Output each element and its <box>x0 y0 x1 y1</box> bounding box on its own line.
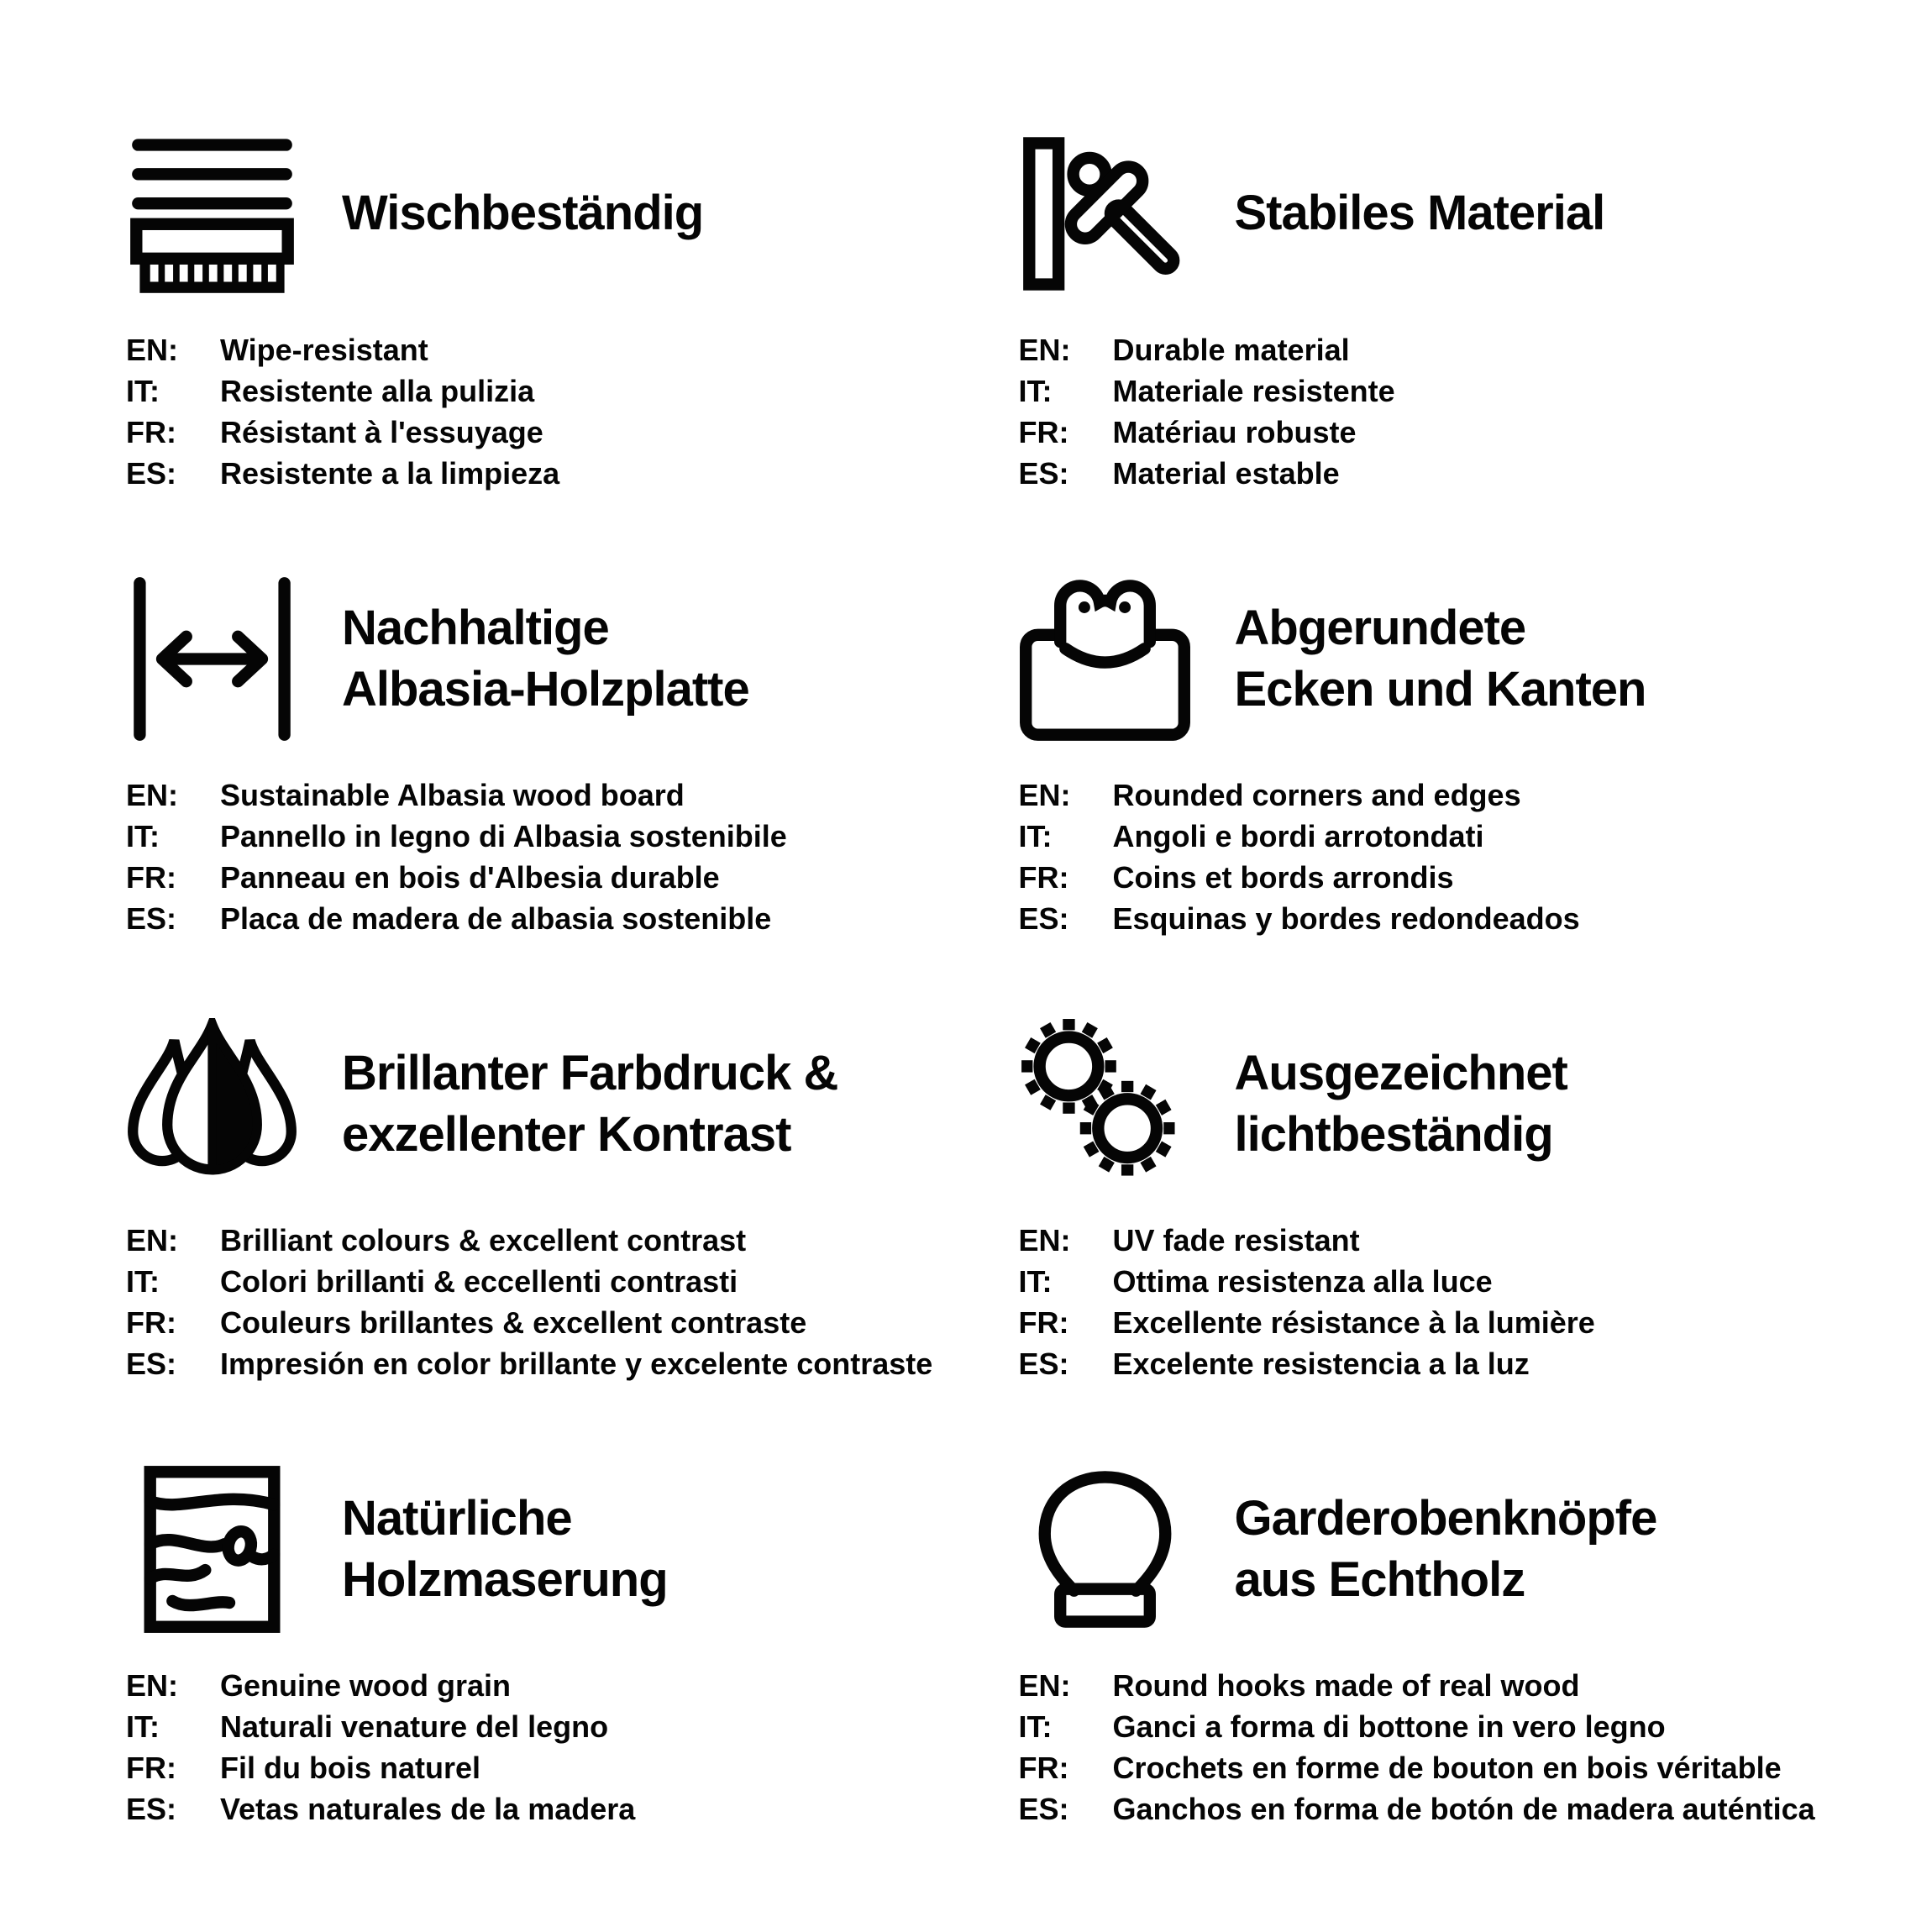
lang-text: Ganchos en forma de botón de madera auténtica <box>1112 1792 1815 1826</box>
lang-text: Résistant à l'essuyage <box>220 415 543 449</box>
lang-row <box>126 1302 964 1343</box>
lang-text: Excellente résistance à la lumière <box>1112 1305 1595 1340</box>
lang-label: EN: <box>1018 1668 1071 1703</box>
lang-label: FR: <box>1018 1305 1069 1340</box>
lang-row <box>1019 857 1857 898</box>
lang-text: Vetas naturales de la madera <box>220 1792 636 1826</box>
lang-text: Matériau robuste <box>1112 415 1357 449</box>
width-arrow-icon <box>126 573 298 745</box>
lang-label: FR: <box>126 415 176 449</box>
lang-row <box>126 370 964 412</box>
translation-list <box>126 329 964 494</box>
lang-text: Esquinas y bordes redondeados <box>1112 901 1580 936</box>
lang-row <box>1019 774 1857 816</box>
translation-list <box>1019 774 1857 939</box>
feature-light-resistant <box>1019 1016 1857 1462</box>
lang-row <box>126 412 964 453</box>
lang-text: Angoli e bordi arrotondati <box>1112 819 1484 853</box>
feature-wipe-resistant <box>126 126 964 571</box>
lang-row <box>1019 1261 1857 1302</box>
lang-text: Durable material <box>1112 333 1350 367</box>
lang-text: Ottima resistenza alla luce <box>1112 1264 1493 1299</box>
lang-label: IT: <box>1018 819 1053 853</box>
feature-sustainable-wood-board <box>126 571 964 1016</box>
lang-label: FR: <box>126 1751 176 1785</box>
lang-row <box>1019 1302 1857 1343</box>
lang-text: Genuine wood grain <box>220 1668 512 1703</box>
lang-label: ES: <box>126 456 177 491</box>
lang-row <box>1019 1706 1857 1747</box>
lang-row <box>126 329 964 370</box>
lang-label: ES: <box>1018 456 1069 491</box>
feature-title: Abgerundete Ecken und Kanten <box>1234 600 1646 717</box>
lang-text: Material estable <box>1112 456 1340 491</box>
lang-row <box>1019 453 1857 494</box>
feature-rounded-corners <box>1019 571 1857 1016</box>
lang-label: IT: <box>126 374 160 408</box>
lang-label: FR: <box>1018 1751 1069 1785</box>
lang-label: ES: <box>1018 1347 1069 1381</box>
translation-list <box>126 1665 964 1830</box>
lang-row <box>1019 816 1857 857</box>
color-drops-icon <box>126 1018 298 1190</box>
feature-title: Natürliche Holzmaserung <box>342 1490 668 1607</box>
lang-row <box>126 857 964 898</box>
lang-text: Wipe-resistant <box>220 333 428 367</box>
translation-list <box>126 1220 964 1384</box>
feature-title: Wischbeständig <box>342 186 704 241</box>
lang-label: FR: <box>1018 415 1069 449</box>
lang-text: Rounded corners and edges <box>1112 778 1521 812</box>
lang-text: Colori brillanti & eccellenti contrasti <box>220 1264 738 1299</box>
feature-title: Brillanter Farbdruck & exzellenter Kontrast <box>342 1045 838 1162</box>
lang-row <box>1019 1665 1857 1706</box>
lang-label: EN: <box>1018 333 1071 367</box>
feature-brilliant-print <box>126 1016 964 1462</box>
lang-row <box>126 1788 964 1830</box>
lang-row <box>1019 1220 1857 1261</box>
lang-label: IT: <box>126 819 160 853</box>
lang-label: ES: <box>126 1347 177 1381</box>
wipe-brush-icon <box>126 128 298 300</box>
lang-label: IT: <box>1018 374 1053 408</box>
feature-title: Nachhaltige Albasia-Holzplatte <box>342 600 749 717</box>
sun-gears-icon <box>1019 1018 1191 1190</box>
lang-text: Impresión en color brillante y excelente contraste <box>220 1347 933 1381</box>
lang-row <box>126 1343 964 1384</box>
feature-natural-wood-grain <box>126 1462 964 1907</box>
lang-label: IT: <box>126 1264 160 1299</box>
lang-row <box>1019 370 1857 412</box>
lang-text: Coins et bords arrondis <box>1112 860 1454 895</box>
lang-label: EN: <box>126 333 178 367</box>
lang-label: ES: <box>126 1792 177 1826</box>
lang-row <box>1019 412 1857 453</box>
lang-row <box>126 1747 964 1788</box>
translation-list <box>1019 1220 1857 1384</box>
lang-text: Materiale resistente <box>1112 374 1395 408</box>
lang-label: EN: <box>126 1668 178 1703</box>
lang-label: FR: <box>126 860 176 895</box>
lang-label: IT: <box>1018 1264 1053 1299</box>
translation-list <box>1019 1665 1857 1830</box>
lang-text: Pannello in legno di Albasia sostenibile <box>220 819 787 853</box>
lang-text: UV fade resistant <box>1112 1223 1360 1257</box>
lang-label: EN: <box>126 778 178 812</box>
lang-row <box>126 1220 964 1261</box>
lang-label: IT: <box>1018 1709 1053 1744</box>
lang-label: IT: <box>126 1709 160 1744</box>
lang-label: FR: <box>126 1305 176 1340</box>
lang-text: Panneau en bois d'Albesia durable <box>220 860 720 895</box>
lang-row <box>1019 329 1857 370</box>
lang-label: EN: <box>126 1223 178 1257</box>
lang-label: FR: <box>1018 860 1069 895</box>
feature-title: Stabiles Material <box>1234 186 1605 241</box>
feature-title: Ausgezeichnet lichtbeständig <box>1234 1045 1567 1162</box>
lang-text: Brilliant colours & excellent contrast <box>220 1223 747 1257</box>
lang-label: ES: <box>1018 1792 1069 1826</box>
translation-list <box>1019 329 1857 494</box>
lang-row <box>1019 1747 1857 1788</box>
wood-grain-icon <box>126 1463 298 1635</box>
lang-row <box>126 1261 964 1302</box>
lang-label: EN: <box>1018 1223 1071 1257</box>
lang-label: ES: <box>1018 901 1069 936</box>
lang-row <box>126 1706 964 1747</box>
lang-row <box>1019 1788 1857 1830</box>
lang-row <box>126 774 964 816</box>
lang-row <box>126 453 964 494</box>
board-hammer-icon <box>1019 128 1191 300</box>
feature-real-wood-knobs <box>1019 1462 1857 1907</box>
lang-row <box>126 1665 964 1706</box>
feature-durable-material <box>1019 126 1857 571</box>
frog-board-icon <box>1019 573 1191 745</box>
lang-text: Couleurs brillantes & excellent contraste <box>220 1305 807 1340</box>
lang-label: EN: <box>1018 778 1071 812</box>
lang-text: Ganci a forma di bottone in vero legno <box>1112 1709 1666 1744</box>
lang-text: Excelente resistencia a la luz <box>1112 1347 1530 1381</box>
lang-row <box>126 816 964 857</box>
lang-text: Resistente a la limpieza <box>220 456 560 491</box>
translation-list <box>126 774 964 939</box>
feature-title: Garderobenknöpfe aus Echtholz <box>1234 1490 1657 1607</box>
lang-row <box>126 898 964 939</box>
lang-row <box>1019 1343 1857 1384</box>
wood-knob-icon <box>1019 1463 1191 1635</box>
lang-text: Placa de madera de albasia sostenible <box>220 901 772 936</box>
lang-text: Resistente alla pulizia <box>220 374 535 408</box>
lang-text: Sustainable Albasia wood board <box>220 778 685 812</box>
lang-label: ES: <box>126 901 177 936</box>
lang-text: Naturali venature del legno <box>220 1709 609 1744</box>
lang-row <box>1019 898 1857 939</box>
lang-text: Fil du bois naturel <box>220 1751 481 1785</box>
lang-text: Round hooks made of real wood <box>1112 1668 1580 1703</box>
lang-text: Crochets en forme de bouton en bois véritable <box>1112 1751 1782 1785</box>
